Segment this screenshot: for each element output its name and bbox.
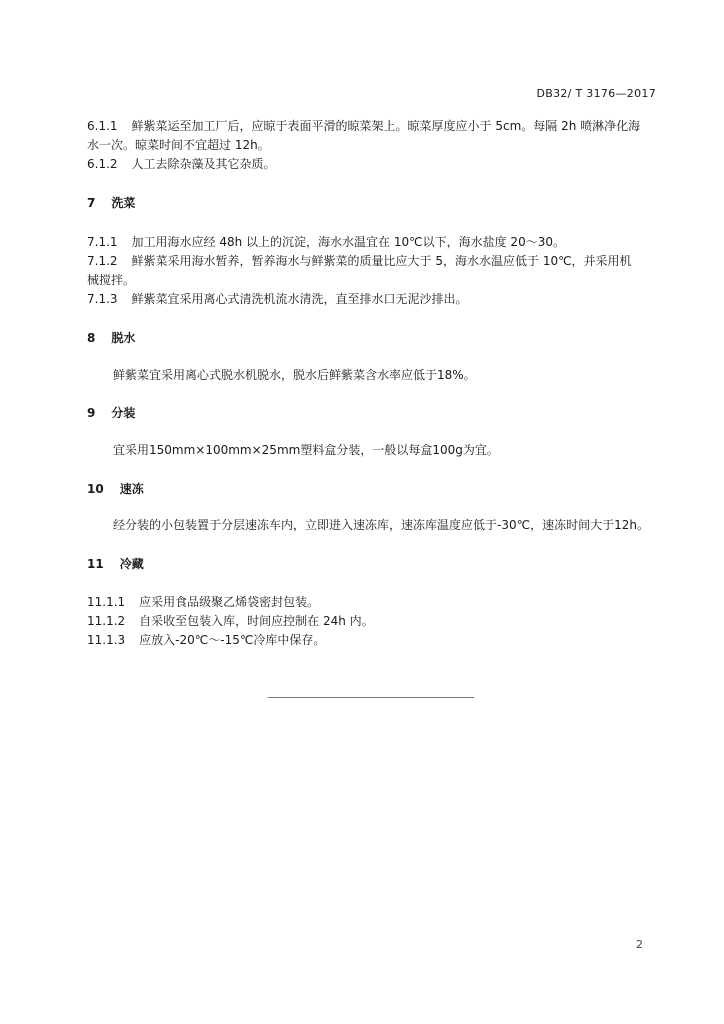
clause-6-1-2 bbox=[87, 156, 276, 172]
clause-text: 应采用食品级聚乙烯袋密封包装。 bbox=[139, 595, 320, 609]
clause-text: 鲜紫菜运至加工厂后，应晾于表面平滑的晾菜架上。晾菜厚度应小于 5cm。每隔 2h 喷淋净化海 bbox=[131, 119, 641, 133]
clause-text: 应放入-20℃～-15℃冷库中保存。 bbox=[139, 633, 326, 647]
section-title: 洗菜 bbox=[111, 196, 136, 210]
section-9-body: 宜采用150mm×100mm×25mm塑料盒分装，一般以每盒100g为宜。 bbox=[113, 443, 499, 457]
clause-text: 加工用海水应经 48h 以上的沉淀，海水水温宜在 10℃以下，海水盐度 20～30。 bbox=[131, 235, 565, 249]
clause-number: 7.1.1 bbox=[87, 235, 118, 249]
clause-text: 鲜紫菜宜采用离心式清洗机流水清洗，直至排水口无泥沙排出。 bbox=[131, 292, 468, 306]
page-number: 2 bbox=[636, 938, 643, 951]
clause-7-1-3 bbox=[87, 291, 468, 307]
section-8-body: 鲜紫菜宜采用离心式脱水机脱水，脱水后鲜紫菜含水率应低于18%。 bbox=[113, 368, 476, 382]
section-title: 分装 bbox=[111, 406, 136, 420]
section-number: 8 bbox=[87, 331, 96, 345]
document-id: DB32/ T 3176—2017 bbox=[536, 87, 656, 100]
clause-6-1-1-line2: 水一次。晾菜时间不宜超过 12h。 bbox=[87, 138, 270, 152]
section-8-heading bbox=[87, 330, 135, 346]
clause-text: 自采收至包装入库，时间应控制在 24h 内。 bbox=[139, 614, 374, 628]
clause-number: 6.1.2 bbox=[87, 157, 118, 171]
section-9-heading bbox=[87, 405, 135, 421]
clause-number: 6.1.1 bbox=[87, 119, 118, 133]
clause-number: 7.1.2 bbox=[87, 254, 118, 268]
section-10-heading bbox=[87, 481, 144, 497]
section-number: 9 bbox=[87, 406, 96, 420]
clause-7-1-2-line1 bbox=[87, 253, 632, 269]
clause-11-1-3 bbox=[87, 632, 325, 648]
section-title: 脱水 bbox=[111, 331, 136, 345]
clause-7-1-1 bbox=[87, 234, 565, 250]
section-number: 10 bbox=[87, 482, 104, 496]
section-11-heading bbox=[87, 556, 144, 572]
section-number: 7 bbox=[87, 196, 96, 210]
section-title: 速冻 bbox=[119, 482, 144, 496]
section-10-body: 经分装的小包装置于分层速冻车内，立即进入速冻库，速冻库温度应低于-30℃，速冻时间大于12h。 bbox=[113, 518, 649, 532]
clause-number: 11.1.1 bbox=[87, 595, 126, 609]
section-7-heading bbox=[87, 195, 135, 211]
clause-text: 鲜紫菜采用海水暂养，暂养海水与鲜紫菜的质量比应大于 5，海水水温应低于 10℃，并采用机 bbox=[131, 254, 632, 268]
clause-number: 11.1.3 bbox=[87, 633, 126, 647]
clause-7-1-2-line2: 械搅拌。 bbox=[87, 273, 136, 287]
clause-number: 7.1.3 bbox=[87, 292, 118, 306]
section-title: 冷藏 bbox=[119, 557, 144, 571]
section-number: 11 bbox=[87, 557, 104, 571]
clause-11-1-2 bbox=[87, 613, 374, 629]
end-of-document-rule bbox=[268, 697, 474, 698]
clause-text: 人工去除杂藻及其它杂质。 bbox=[131, 157, 276, 171]
clause-6-1-1-line1 bbox=[87, 118, 640, 134]
clause-number: 11.1.2 bbox=[87, 614, 126, 628]
clause-11-1-1 bbox=[87, 594, 319, 610]
